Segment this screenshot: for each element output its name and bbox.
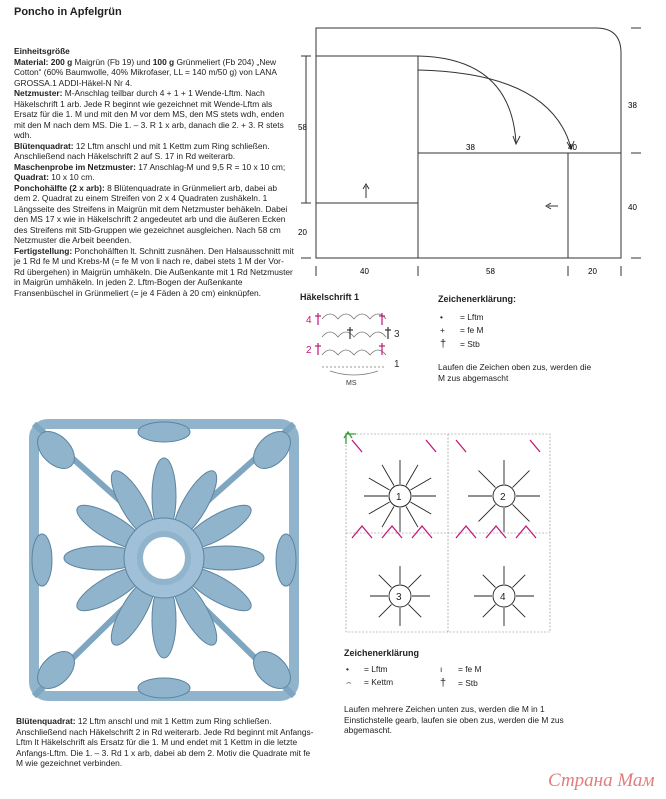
finishing-paragraph: Fertigstellung: Ponchohälften lt. Schnitt zusnähen. Den Halsausschnitt mit je 1 Rd fe M und Krebs-M (= fe M von li nach re, dabei stets 1 M der Vor-Rd übergehen) in Maigrün umhäkeln. Die Außenkante mit 1 Rd Netzmuster in Maigrün umhäkeln. In jeden 2. Lftm-Bogen der Außenkante Fransenbüschel in Grünmeliert (= je 4 Fäden à 20 cm) einknüpfen.	[14, 245, 294, 298]
dim-38-mid: 38	[466, 143, 475, 152]
crochet-square-photo	[16, 406, 312, 714]
dim-20-bottom: 20	[588, 267, 597, 276]
flower-square-paragraph: Blütenquadrat: 12 Lftm anschl und mit 1 Kettm zum Ring schließen. Anschließend nach Häkelschrift 2 auf S. 17 in Rd weiterarb.	[14, 140, 270, 161]
schematic-right-strip	[568, 153, 621, 258]
page-title: Poncho in Apfelgrün	[14, 6, 122, 18]
chart1-row-1: 1	[394, 359, 400, 370]
schematic-top-outline	[316, 28, 621, 153]
dim-40-mid: 40	[568, 143, 577, 152]
legend1-note: Laufen die Zeichen oben zus, werden die M zus abgemascht	[438, 362, 592, 383]
right-caption: Laufen mehrere Zeichen unten zus, werden die M in 1 Einstichstelle gearb, laufen sie oben zus, werden die M zus abgemascht.	[344, 704, 564, 735]
poncho-schematic	[296, 18, 656, 284]
chart2-number-4: 4	[500, 592, 506, 603]
chart2-number-1: 1	[396, 492, 402, 503]
legend2-lftm: • = Lftm	[346, 664, 388, 674]
crochet-chart-1	[300, 305, 410, 390]
chart1-row-3: 3	[394, 329, 400, 340]
chart2-number-2: 2	[500, 492, 506, 503]
gauge-paragraph: Maschenprobe im Netzmuster: 17 Anschlag-M und 9,5 R = 10 x 10 cm; Quadrat: 10 x 10 cm.	[14, 161, 286, 182]
schematic-fold-arrow	[418, 56, 516, 143]
chart1-row-4: 4	[306, 315, 312, 326]
legend2-title: Zeichenerklärung	[344, 648, 420, 658]
crochet-chart-2	[342, 430, 554, 636]
dim-40-right: 40	[628, 203, 637, 212]
pattern-paragraph: Netzmuster: M-Anschlag teilbar durch 4 + 1 + 1 Wende-Lftm. Nach Häkelschrift 1 arb. Jede R beginnt wie gezeichnet mit Wende-Lftm als Ersatz für die 1. M und mit den M vor dem MS, den MS stets wdh, enden mit den M nach dem MS. Die 1. – 3. R 1 x arb, danach die 2. + 3. R stets wdh.	[14, 88, 284, 140]
chart1-row-2: 2	[306, 345, 312, 356]
dim-58-left: 58	[298, 123, 307, 132]
legend2-kettm: ⌢ = Kettm	[346, 677, 394, 687]
schematic-left-strip	[316, 203, 418, 258]
schematic-fold-arrow-2	[418, 70, 571, 148]
dim-38-right: 38	[628, 101, 637, 110]
legend2-fem: ı = fe M	[440, 664, 482, 674]
chart1-ms-label: MS	[346, 380, 357, 387]
dim-20-left: 20	[298, 228, 307, 237]
flower-square-caption: Blütenquadrat: 12 Lftm anschl und mit 1 Kettm zum Ring schließen. Anschließend nach Häkelschrift 2 in Rd weiterarb. Jede Rd beginnt mit Anfangs-Lftm lt Häkelschrift als Ersatz für die 1. M und endet mit 1 Kettm in die letzte Anfangs-Lftm. Die 1. – 3. Rd 1 x arb, dabei ab dem 2. Motiv die Quadrate mit fe M wie gezeichnet verbinden.	[16, 716, 314, 768]
legend1-stb: † = Stb	[440, 338, 480, 350]
dim-40-bottom: 40	[360, 267, 369, 276]
watermark-text: Страна Мам	[548, 770, 655, 791]
schematic-middle-block	[418, 153, 568, 258]
legend1-title: Zeichenerklärung:	[438, 294, 517, 304]
chart2-number-3: 3	[396, 592, 402, 603]
legend1-fem: + = fe M	[440, 325, 484, 335]
chart1-title: Häkelschrift 1	[300, 292, 360, 302]
size-heading: Einheitsgröße	[14, 46, 70, 56]
half-paragraph: Ponchohälfte (2 x arb): 8 Blütenquadrate in Grünmeliert arb, dabei ab dem 2. Quadrat zu einem Streifen von 2 x 4 Quadraten zushäkeln. 1 Längsseite des Streifens in Maigrün mit dem Netzmuster behäkeln. Dabei den MS 17 x wie in Häkelschrift 2 angedeutet arb und die äußeren Ecken des Streifens mit Stb-Gruppen wie gezeichnet ausgleichen. Nach 58 cm Netzmuster die Arbeit beenden.	[14, 182, 288, 245]
material-paragraph: Material: 200 g Maigrün (Fb 19) und 100 g Grünmeliert (Fb 204) „New Cotton“ (60% Baumwolle, 40% Mikrofaser, LL = 140 m/50 g) von LANA GROSSA.1 ADDI-Häkel-N Nr 4.	[14, 56, 277, 88]
dim-58-bottom: 58	[486, 267, 495, 276]
schematic-left-block	[316, 56, 418, 203]
legend1-lftm: • = Lftm	[440, 312, 484, 322]
legend2-stb: † = Stb	[440, 677, 478, 689]
instructions-block	[14, 46, 294, 298]
